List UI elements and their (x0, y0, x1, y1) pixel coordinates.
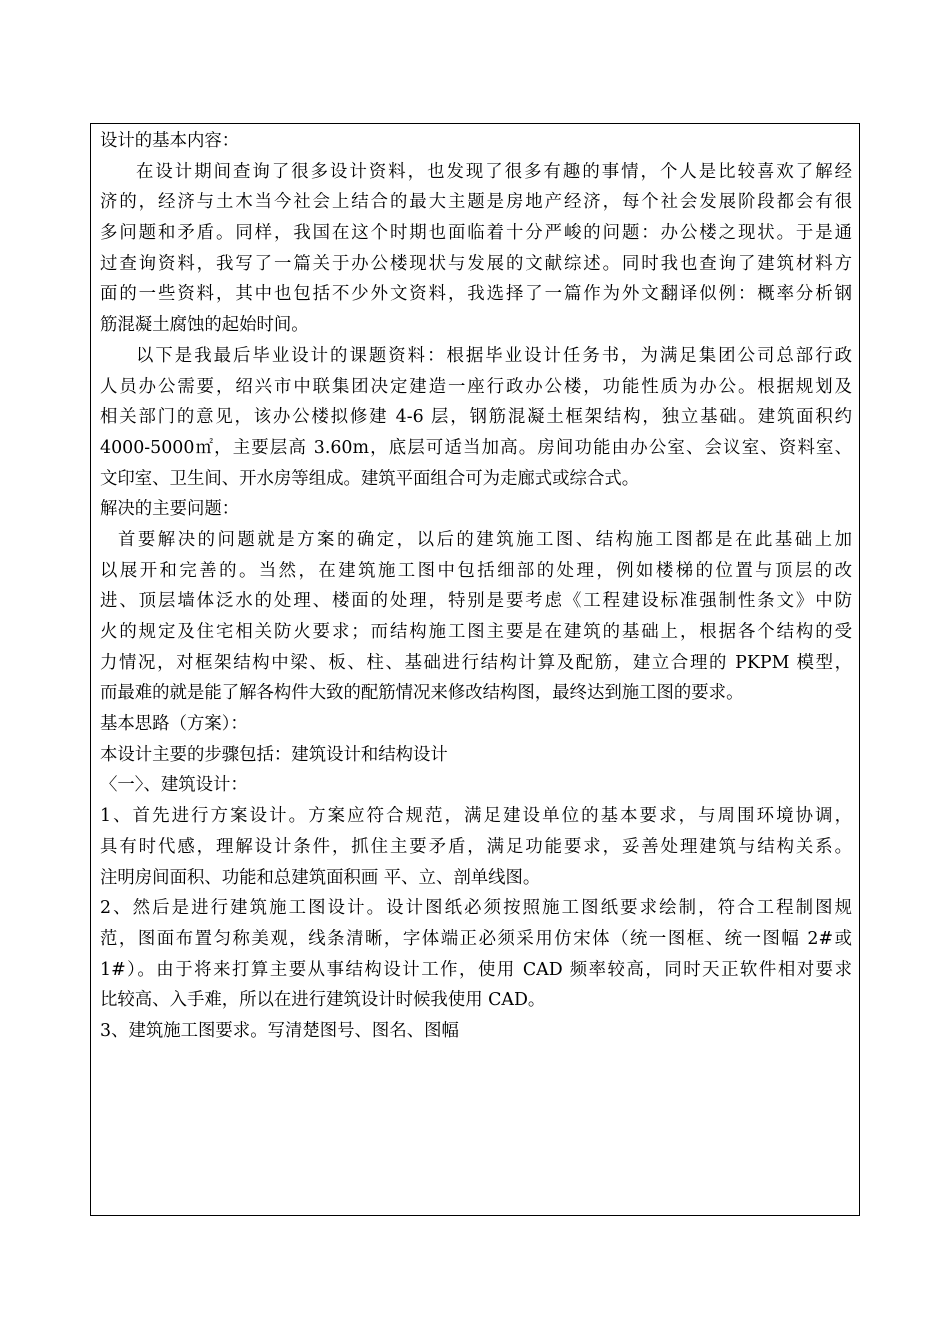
text-line: 多问题和矛盾。同样，我国在这个时期也面临着十分严峻的问题：办公楼之现状。于是通 (100, 223, 852, 244)
text-line: 火的规定及住宅相关防火要求；而结构施工图主要是在建筑的基础上，根据各个结构的受 (100, 622, 852, 642)
text-line: 具有时代感，理解设计条件，抓住主要矛盾，满足功能要求，妥善处理建筑与结构关系。 (100, 836, 852, 857)
section-heading-basic-content: 设计的基本内容： (100, 131, 240, 151)
list-item (100, 801, 852, 893)
text-line: 济的，经济与土木当今社会上结合的最大主题是房地产经济，每个社会发展阶段都会有很 (100, 192, 852, 213)
content-table-cell (90, 123, 860, 1216)
list-item (100, 893, 852, 1016)
paragraph (100, 525, 852, 709)
text-line: 范，图面布置匀称美观，线条清晰，字体端正必须采用仿宋体（统一图框、统一图幅 2#或 (100, 928, 852, 949)
section-heading-basic-approach: 基本思路（方案）： (100, 714, 248, 735)
text-line: 1、首先进行方案设计。方案应符合规范，满足建设单位的基本要求，与周围环境协调， (100, 806, 852, 827)
text-line: 筋混凝土腐蚀的起始时间。 (100, 315, 309, 336)
text-line: 进、顶层墙体泛水的处理、楼面的处理，特别是要考虑《工程建设标准强制性条文》中防 (100, 591, 852, 612)
text-line: 力情况，对框架结构中梁、板、柱、基础进行结构计算及配筋，建立合理的 PKPM 模型， (100, 652, 852, 673)
text-line: 文印室、卫生间、开水房等组成。建筑平面组合可为走廊式或综合式。 (100, 468, 640, 489)
text-line: 首要解决的问题就是方案的确定，以后的建筑施工图、结构施工图都是在此基础上加 (118, 529, 852, 550)
document-body (100, 126, 852, 1047)
text-line: 相关部门的意见，该办公楼拟修建 4-6 层，钢筋混凝土框架结构，独立基础。建筑面积约 (100, 407, 852, 428)
paragraph (100, 157, 852, 341)
text-line: 2、然后是进行建筑施工图设计。设计图纸必须按照施工图纸要求绘制，符合工程制图规 (100, 898, 852, 919)
text-line: 以展开和完善的。当然，在建筑施工图中包括细部的处理，例如楼梯的位置与顶层的改 (100, 560, 852, 581)
text-line: 以下是我最后毕业设计的课题资料：根据毕业设计任务书，为满足集团公司总部行政 (136, 345, 852, 366)
text-line: 人员办公需要，绍兴市中联集团决定建造一座行政办公楼，功能性质为办公。根据规划及 (100, 376, 852, 397)
subsection-heading-architectural-design: 〈一〉、建筑设计： (100, 775, 248, 796)
text-line: 面的一些资料，其中也包括不少外文资料，我选择了一篇作为外文翻译似例：概率分析钢 (100, 284, 852, 305)
list-item: 3、建筑施工图要求。写清楚图号、图名、图幅 (100, 1020, 459, 1041)
text-line: 1#）。由于将来打算主要从事结构设计工作，使用 CAD 频率较高，同时天正软件相对要求 (100, 959, 852, 980)
paragraph (100, 341, 852, 494)
text-line: 比较高、入手难，所以在进行建筑设计时候我使用 CAD。 (100, 990, 546, 1011)
text-line: 在设计期间查询了很多设计资料，也发现了很多有趣的事情，个人是比较喜欢了解经 (136, 161, 852, 182)
text-line: 本设计主要的步骤包括：建筑设计和结构设计 (100, 744, 448, 765)
section-heading-main-problems: 解决的主要问题： (100, 499, 240, 520)
text-line: 而最难的就是能了解各构件大致的配筋情况来修改结构图，最终达到施工图的要求。 (100, 683, 744, 704)
text-line: 过查询资料，我写了一篇关于办公楼现状与发展的文献综述。同时我也查询了建筑材料方 (100, 253, 852, 274)
text-line: 4000-5000㎡，主要层高 3.60m，底层可适当加高。房间功能由办公室、会议室、资料室、 (100, 437, 852, 458)
text-line: 注明房间面积、功能和总建筑面积画 平、立、剖单线图。 (100, 867, 541, 888)
